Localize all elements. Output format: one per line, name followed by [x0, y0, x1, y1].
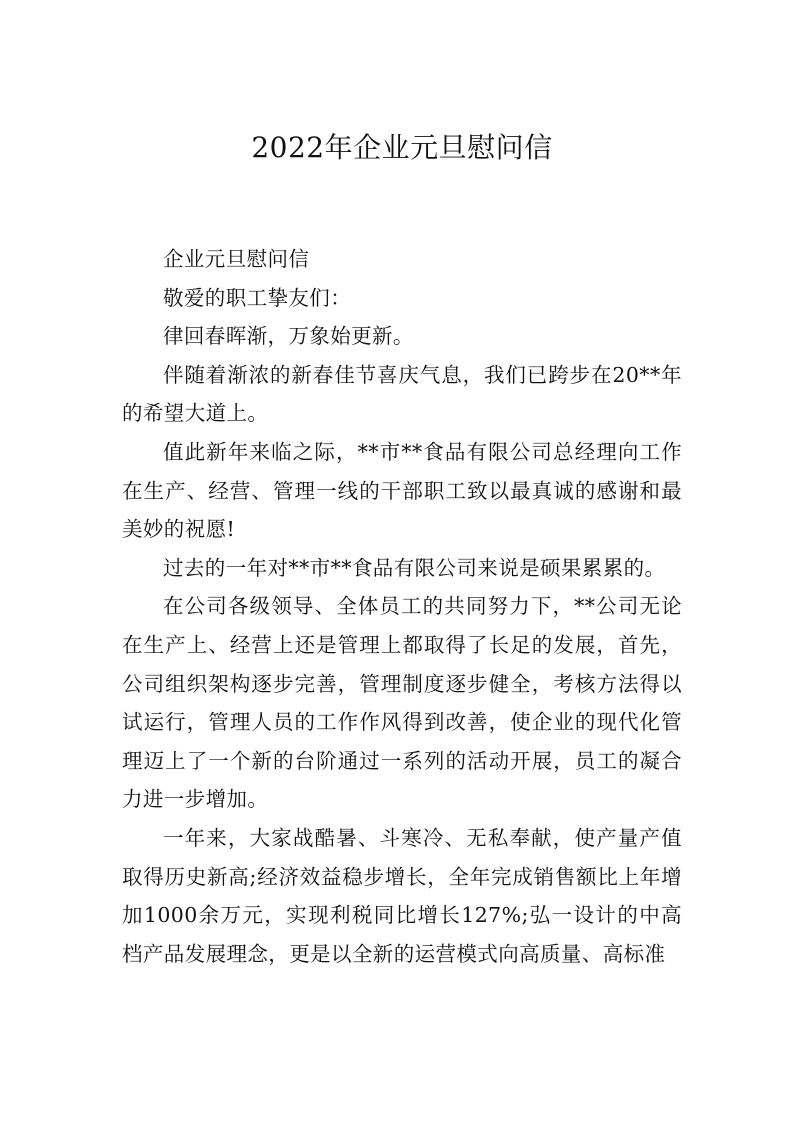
body-paragraph: 在公司各级领导、全体员工的共同努力下，**公司无论在生产上、经营上还是管理上都取得了长足的发展，首先，公司组织架构逐步完善，管理制度逐步健全，考核方法得以试运行，管理人员的工作作风得到改善，使企业的现代化管理迈上了一个新的台阶通过一系列的活动开展，员工的凝合力进一步增加。	[122, 594, 682, 812]
document-body	[122, 240, 682, 973]
salutation-heading: 企业元旦慰问信	[163, 247, 310, 271]
document-title: 2022年企业元旦慰问信	[251, 131, 553, 164]
body-paragraph: 一年来，大家战酷暑、斗寒冷、无私奉献，使产量产值取得历史新高;经济效益稳步增长，全年完成销售额比上年增加1000余万元，实现利税同比增长127%;弘一设计的中高档产品发展理念，更是以全新的运营模式向高质量、高标准	[122, 825, 682, 966]
body-paragraph: 过去的一年对**市**食品有限公司来说是硕果累累的。	[163, 555, 666, 580]
body-paragraph: 伴随着渐浓的新春佳节喜庆气息，我们已跨步在20**年的希望大道上。	[122, 362, 682, 426]
salutation: 敬爱的职工挚友们：	[163, 285, 352, 310]
body-paragraph: 律回春晖渐，万象始更新。	[163, 324, 414, 349]
body-paragraph: 值此新年来临之际，**市**食品有限公司总经理向工作在生产、经营、管理一线的干部职工致以最真诚的感谢和最美妙的祝愿!	[122, 439, 682, 542]
